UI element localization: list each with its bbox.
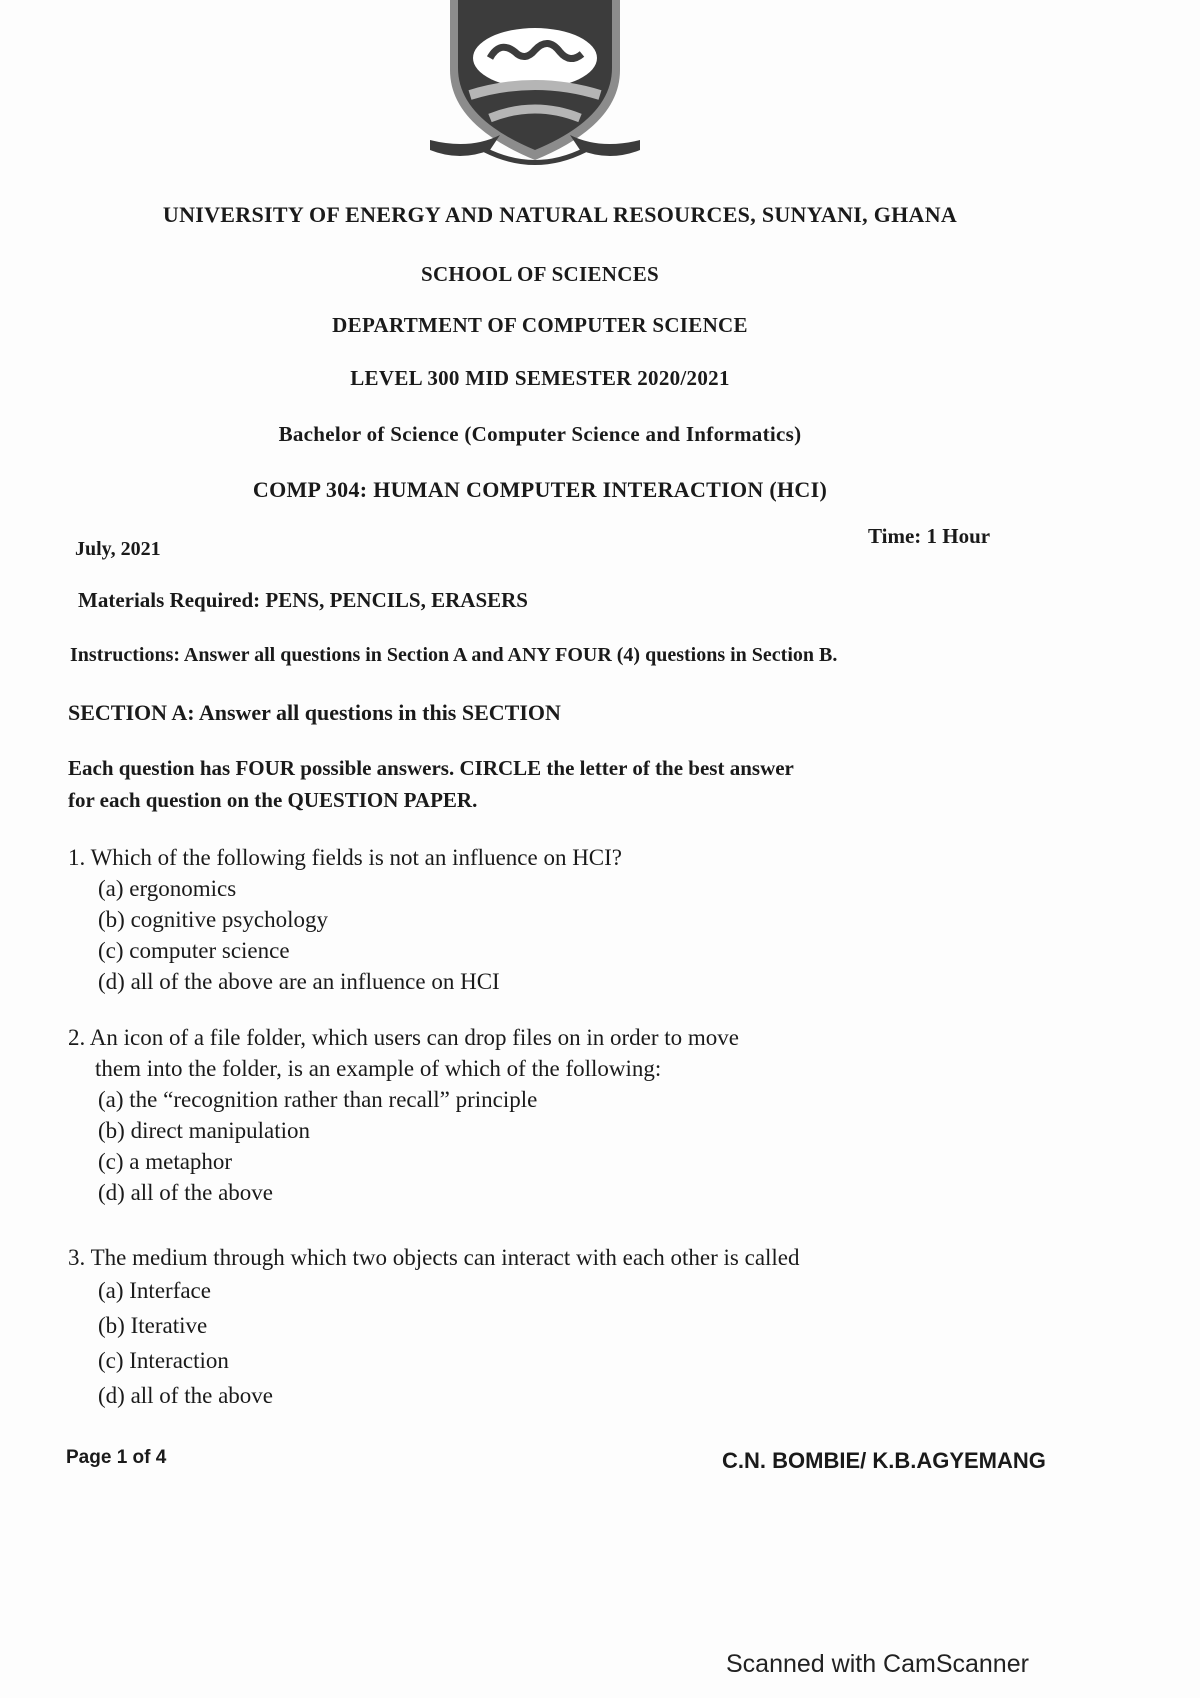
question-stem: 1. Which of the following fields is not an influence on HCI? [68, 845, 623, 870]
exam-authors: C.N. BOMBIE/ K.B.AGYEMANG [722, 1448, 1046, 1473]
question-stem: 2. An icon of a file folder, which users can drop files on in order to move [68, 1025, 740, 1050]
programme-name: Bachelor of Science (Computer Science and Informatics) [278, 422, 802, 446]
question-1 [68, 842, 622, 997]
option-c: (c) a metaphor [98, 1149, 233, 1174]
question-stem-continued: them into the folder, is an example of which of the following: [95, 1056, 662, 1081]
option-a: (a) the “recognition rather than recall” principle [98, 1087, 538, 1112]
option-c: (c) computer science [98, 938, 290, 963]
option-d: (d) all of the above [98, 1180, 273, 1205]
university-crest-logo [430, 0, 640, 180]
course-title: COMP 304: HUMAN COMPUTER INTERACTION (HCI) [252, 477, 828, 502]
school-name: SCHOOL OF SCIENCES [420, 262, 660, 286]
exam-level: LEVEL 300 MID SEMESTER 2020/2021 [350, 366, 730, 390]
question-stem: 3. The medium through which two objects can interact with each other is called [68, 1245, 800, 1270]
question-2 [68, 1022, 739, 1208]
option-c: (c) Interaction [98, 1348, 229, 1373]
option-d: (d) all of the above [98, 1383, 273, 1408]
option-a: (a) ergonomics [98, 876, 237, 901]
department-name: DEPARTMENT OF COMPUTER SCIENCE [332, 313, 748, 337]
section-a-directions-line1: Each question has FOUR possible answers. CIRCLE the letter of the best answer [68, 756, 794, 780]
question-3 [68, 1242, 800, 1413]
option-b: (b) Iterative [98, 1313, 208, 1338]
option-a: (a) Interface [98, 1278, 211, 1303]
page-number: Page 1 of 4 [66, 1447, 167, 1468]
university-name: UNIVERSITY OF ENERGY AND NATURAL RESOURCES, SUNYANI, GHANA [162, 202, 958, 227]
materials-required: Materials Required: PENS, PENCILS, ERASERS [78, 588, 528, 612]
scanner-watermark: Scanned with CamScanner [726, 1650, 1029, 1678]
option-d: (d) all of the above are an influence on HCI [98, 969, 500, 994]
option-b: (b) direct manipulation [98, 1118, 311, 1143]
exam-duration: Time: 1 Hour [868, 524, 991, 548]
option-b: (b) cognitive psychology [98, 907, 328, 932]
exam-instructions: Instructions: Answer all questions in Section A and ANY FOUR (4) questions in Section B. [70, 644, 838, 666]
section-a-directions-line2: for each question on the QUESTION PAPER. [68, 788, 478, 812]
section-a-title: SECTION A: Answer all questions in this SECTION [68, 700, 561, 725]
exam-date: July, 2021 [75, 538, 161, 560]
